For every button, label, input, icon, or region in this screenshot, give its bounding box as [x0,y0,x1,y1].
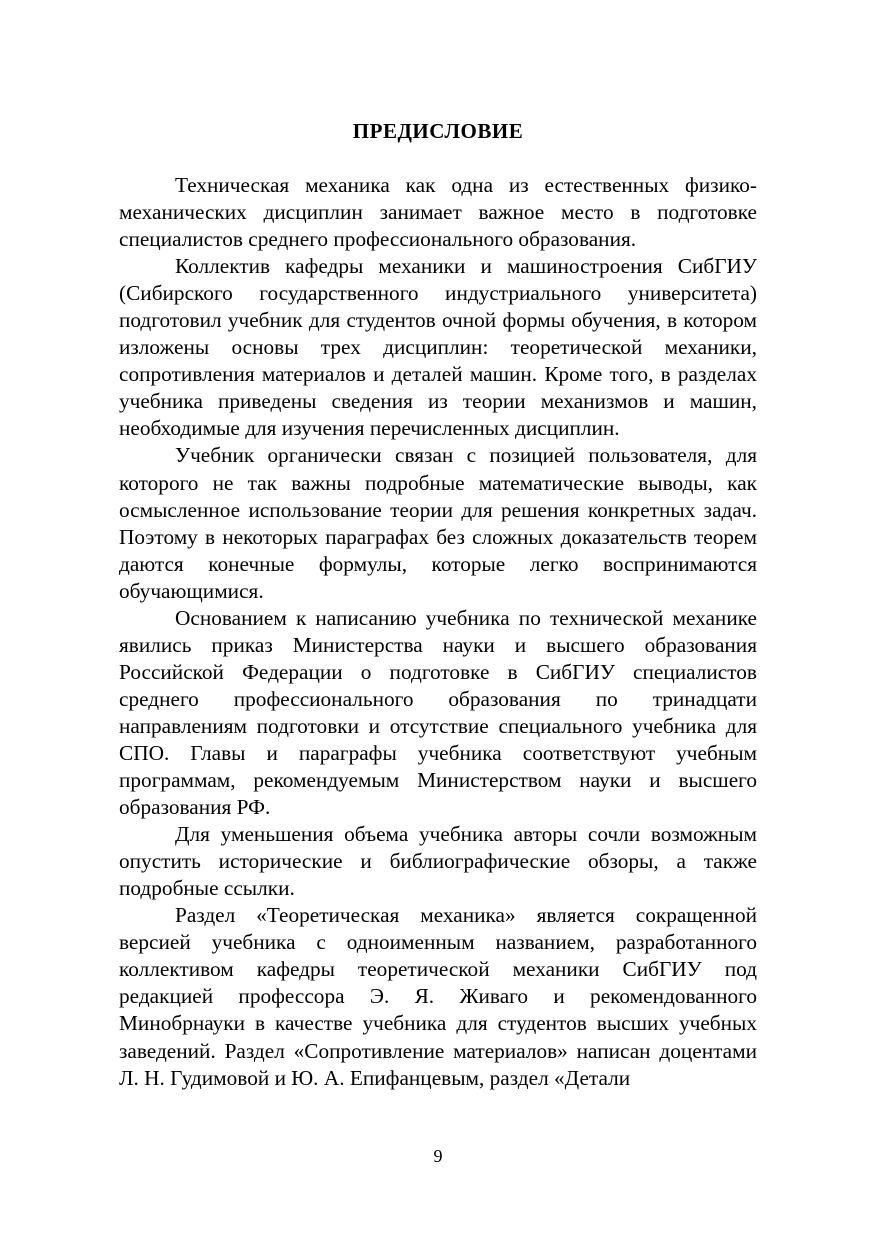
body-text [119,172,757,1092]
paragraph-1: Техническая механика как одна из естественных физико-механических дисциплин занимает важное место в подготовке специалистов среднего профессионального образования. [119,173,757,252]
paragraph-2: Коллектив кафедры механики и машиностроения СибГИУ (Сибирского государственного индустриального университета) подготовил учебник для студентов очной формы обучения, в котором изложены основы трех дисциплин: теоретической механики, сопротивления материалов и деталей машин. Кроме того, в разделах учебника приведены сведения из теории механизмов и машин, необходимые для изучения перечисленных дисциплин. [119,254,757,441]
paragraph-4: Основанием к написанию учебника по технической механике явились приказ Министерства науки и высшего образования Российской Федерации о подготовке в СибГИУ специалистов среднего профессионального образования по тринадцати направлениям подготовки и отсутствие специального учебника для СПО. Главы и параграфы учебника соответствуют учебным программам, рекомендуемым Министерством науки и высшего образования РФ. [119,605,757,820]
page-title: ПРЕДИСЛОВИЕ [352,119,524,143]
paragraph-5: Для уменьшения объема учебника авторы сочли возможным опустить исторические и библиографические обзоры, а также подробные ссылки. [119,822,757,901]
page-number: 9 [433,1146,443,1166]
paragraph-3: Учебник органически связан с позицией пользователя, для которого не так важны подробные математические выводы, как осмысленное использование теории для решения конкретных задач. Поэтому в некоторых параграфах без сложных доказательств теорем даются конечные формулы, которые легко воспринимаются обучающимися. [119,443,757,603]
paragraph-6: Раздел «Теоретическая механика» является сокращенной версией учебника с одноименным названием, разработанного коллективом кафедры теоретической механики СибГИУ под редакцией профессора Э. Я. Живаго и рекомендованного Минобрнауки в качестве учебника для студентов высших учебных заведений. Раздел «Сопротивление материалов» написан доцентами Л. Н. Гудимовой и Ю. А. Епифанцевым, раздел «Детали [119,903,757,1090]
